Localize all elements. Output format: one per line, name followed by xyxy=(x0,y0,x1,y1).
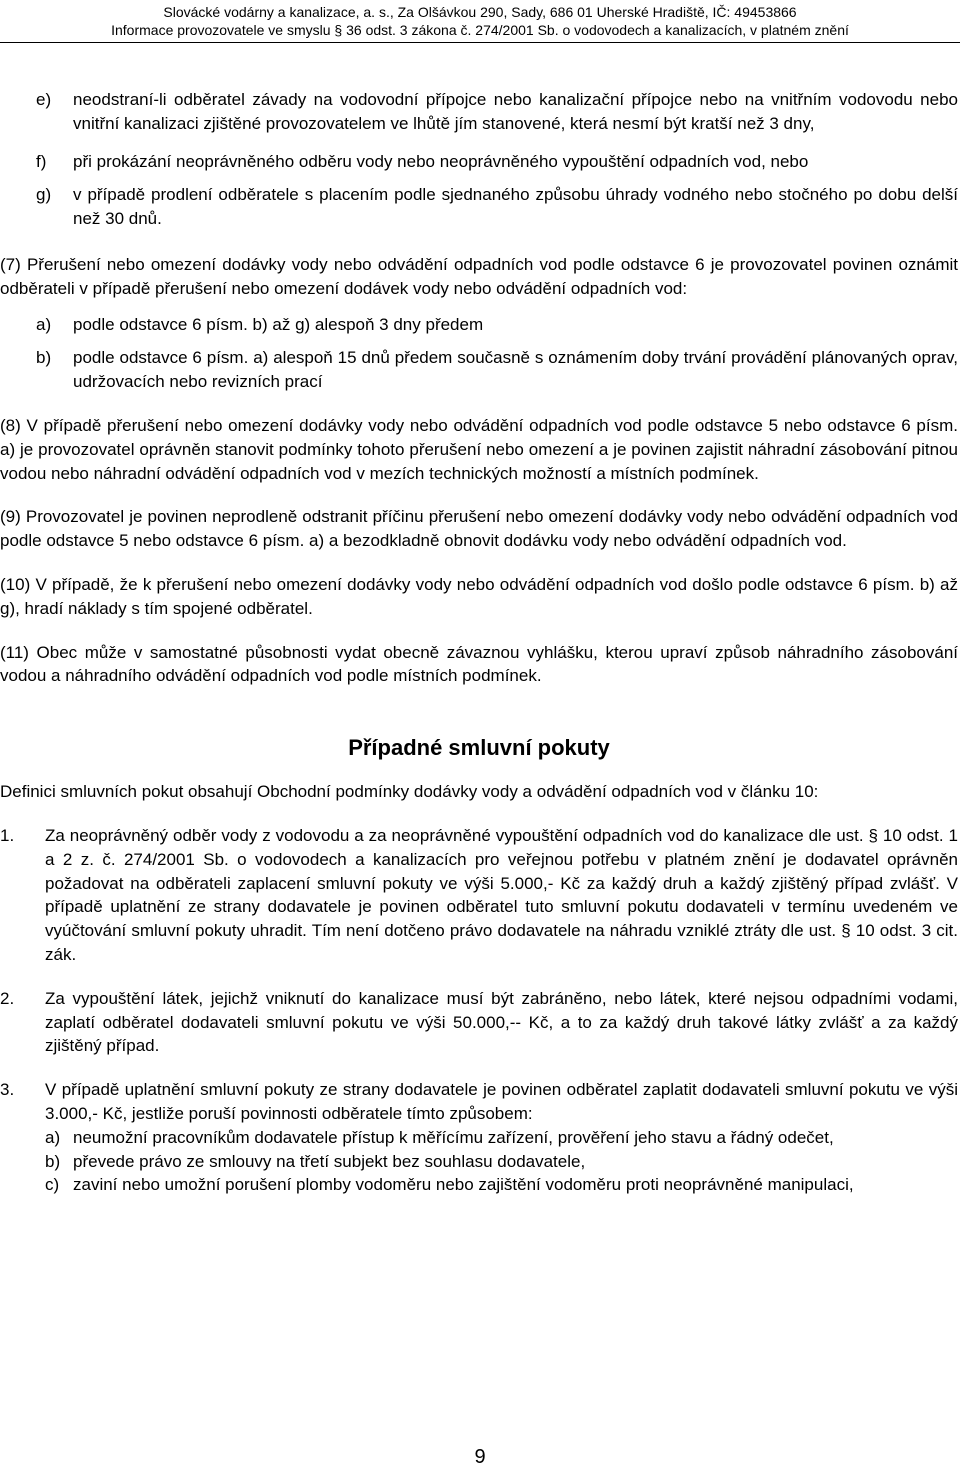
header-info-line: Informace provozovatele ve smyslu § 36 odst. 3 zákona č. 274/2001 Sb. o vodovodech a kanalizacích, v platném znění xyxy=(111,22,849,38)
list-text: V případě uplatnění smluvní pokuty ze strany dodavatele je povinen odběratel zaplatit dodavateli smluvní pokutu ve výši 3.000,- Kč, jestliže poruší povinnosti odběratele tímto způsobem: xyxy=(45,1080,958,1123)
list-label: a) xyxy=(45,1127,61,1147)
penalty-item-1 xyxy=(0,824,958,967)
paragraph-7-item-a xyxy=(0,313,958,337)
page-header xyxy=(0,0,960,43)
list-item-g xyxy=(0,183,958,231)
list-label: b) xyxy=(45,1151,61,1171)
list-label: 2. xyxy=(0,988,15,1008)
section-title: Případné smluvní pokuty xyxy=(348,735,610,761)
list-item-f xyxy=(0,150,958,174)
header-company-line: Slovácké vodárny a kanalizace, a. s., Za Olšávkou 290, Sady, 686 01 Uherské Hradiště, IČ: 49453866 xyxy=(163,4,797,20)
paragraph-10: (10) V případě, že k přerušení nebo omezení dodávky vody nebo odvádění odpadních vod došlo podle odstavce 6 písm. b) až g), hradí náklady s tím spojené odběratel. xyxy=(0,574,958,618)
penalty-subitem-b xyxy=(45,1150,958,1174)
list-text: neumožní pracovníkům dodavatele přístup k měřícímu zařízení, prověření jeho stavu a řádný odečet, xyxy=(73,1127,834,1147)
paragraph-8: (8) V případě přerušení nebo omezení dodávky vody nebo odvádění odpadních vod podle odstavce 5 nebo odstavce 6 písm. a) je provozovatel oprávněn stanovit podmínky tohoto přerušení nebo omezení a je povinen zajistit náhradní zásobování pitnou vodou nebo náhradní odvádění odpadních vod v mezích technických možností a místních podmínek. xyxy=(0,415,958,483)
list-text: při prokázání neoprávněného odběru vody nebo neoprávněného vypouštění odpadních vod, nebo xyxy=(73,151,809,171)
list-label: b) xyxy=(36,348,52,368)
list-text: Za vypouštění látek, jejichž vniknutí do kanalizace musí být zabráněno, nebo látek, které nejsou odpadními vodami, zaplatí odběratel dodavateli smluvní pokutu ve výši 50.000,-- Kč, a to za každý druh takové látky zvlášť a za každý zjištěný případ. xyxy=(45,988,958,1056)
list-text: podle odstavce 6 písm. b) až g) alespoň 3 dny předem xyxy=(73,314,484,334)
list-label: g) xyxy=(36,185,52,205)
list-text: v případě prodlení odběratele s placením podle sjednaného způsobu úhrady vodného nebo stočného po dobu delší než 30 dnů. xyxy=(73,185,958,229)
header-divider xyxy=(0,42,960,43)
list-label: f) xyxy=(36,151,47,171)
penalty-item-2 xyxy=(0,987,958,1058)
section-intro: Definici smluvních pokut obsahují Obchodní podmínky dodávky vody a odvádění odpadních vod v článku 10: xyxy=(0,782,819,802)
penalty-item-3 xyxy=(0,1078,958,1197)
list-text: zaviní nebo umožní porušení plomby vodoměru nebo zajištění vodoměru proti neoprávněné manipulaci, xyxy=(73,1175,854,1195)
list-label: 3. xyxy=(0,1080,15,1100)
list-text: podle odstavce 6 písm. a) alespoň 15 dnů předem současně s oznámením doby trvání provádění plánovaných oprav, udržovacích nebo revizních prací xyxy=(73,348,958,392)
list-label: c) xyxy=(45,1175,60,1195)
list-label: a) xyxy=(36,314,52,334)
list-text: Za neoprávněný odběr vody z vodovodu a za neoprávněné vypouštění odpadních vod do kanalizace dle ust. § 10 odst. 1 a 2 z. č. 274/2001 Sb. o vodovodech a kanalizacích pro veřejnou potřebu v platném znění je dodavatel oprávněn požadovat na odběrateli zaplacení smluvní pokuty ve výši 5.000,- Kč za každý druh a každý zjištěný případ zvlášť. V případě uplatnění ze strany dodavatele je povinen odběratel tuto smluvní pokutu dodavateli v termínu uvedeném ve vyúčtování smluvní pokuty uhradit. Tím není dotčeno právo dodavatele na náhradu vzniklé ztráty dle ust. § 10 odst. 3 cit. zák. xyxy=(45,825,958,964)
paragraph-11: (11) Obec může v samostatné působnosti vydat obecně závaznou vyhlášku, kterou upraví způsob náhradního zásobování vodou a náhradního odvádění odpadních vod podle místních podmínek. xyxy=(0,642,958,686)
list-label: 1. xyxy=(0,825,15,845)
list-text: převede právo ze smlouvy na třetí subjekt bez souhlasu dodavatele, xyxy=(73,1151,586,1171)
document-body xyxy=(0,88,958,1197)
list-text: neodstraní-li odběratel závady na vodovodní přípojce nebo kanalizační přípojce nebo na vnitřním vodovodu nebo vnitřní kanalizaci zjištěné provozovatelem ve lhůtě jím stanovené, která nesmí být kratší než 3 dny, xyxy=(73,90,958,133)
list-item-e xyxy=(0,88,958,136)
paragraph-7: (7) Přerušení nebo omezení dodávky vody nebo odvádění odpadních vod podle odstavce 6 je provozovatel povinen oznámit odběrateli v případě přerušení nebo omezení dodávek vody nebo odvádění odpadních vod: xyxy=(0,254,958,298)
list-label: e) xyxy=(36,90,52,109)
paragraph-7-item-b xyxy=(0,346,958,394)
penalty-subitem-c xyxy=(45,1173,958,1197)
penalty-subitem-a xyxy=(45,1126,958,1150)
page-number: 9 xyxy=(474,1446,486,1468)
paragraph-9: (9) Provozovatel je povinen neprodleně odstranit příčinu přerušení nebo omezení dodávky vody nebo odvádění odpadních vod podle odstavce 5 nebo odstavce 6 písm. a) a bezodkladně obnovit dodávku vody nebo odvádění odpadních vod. xyxy=(0,507,958,551)
